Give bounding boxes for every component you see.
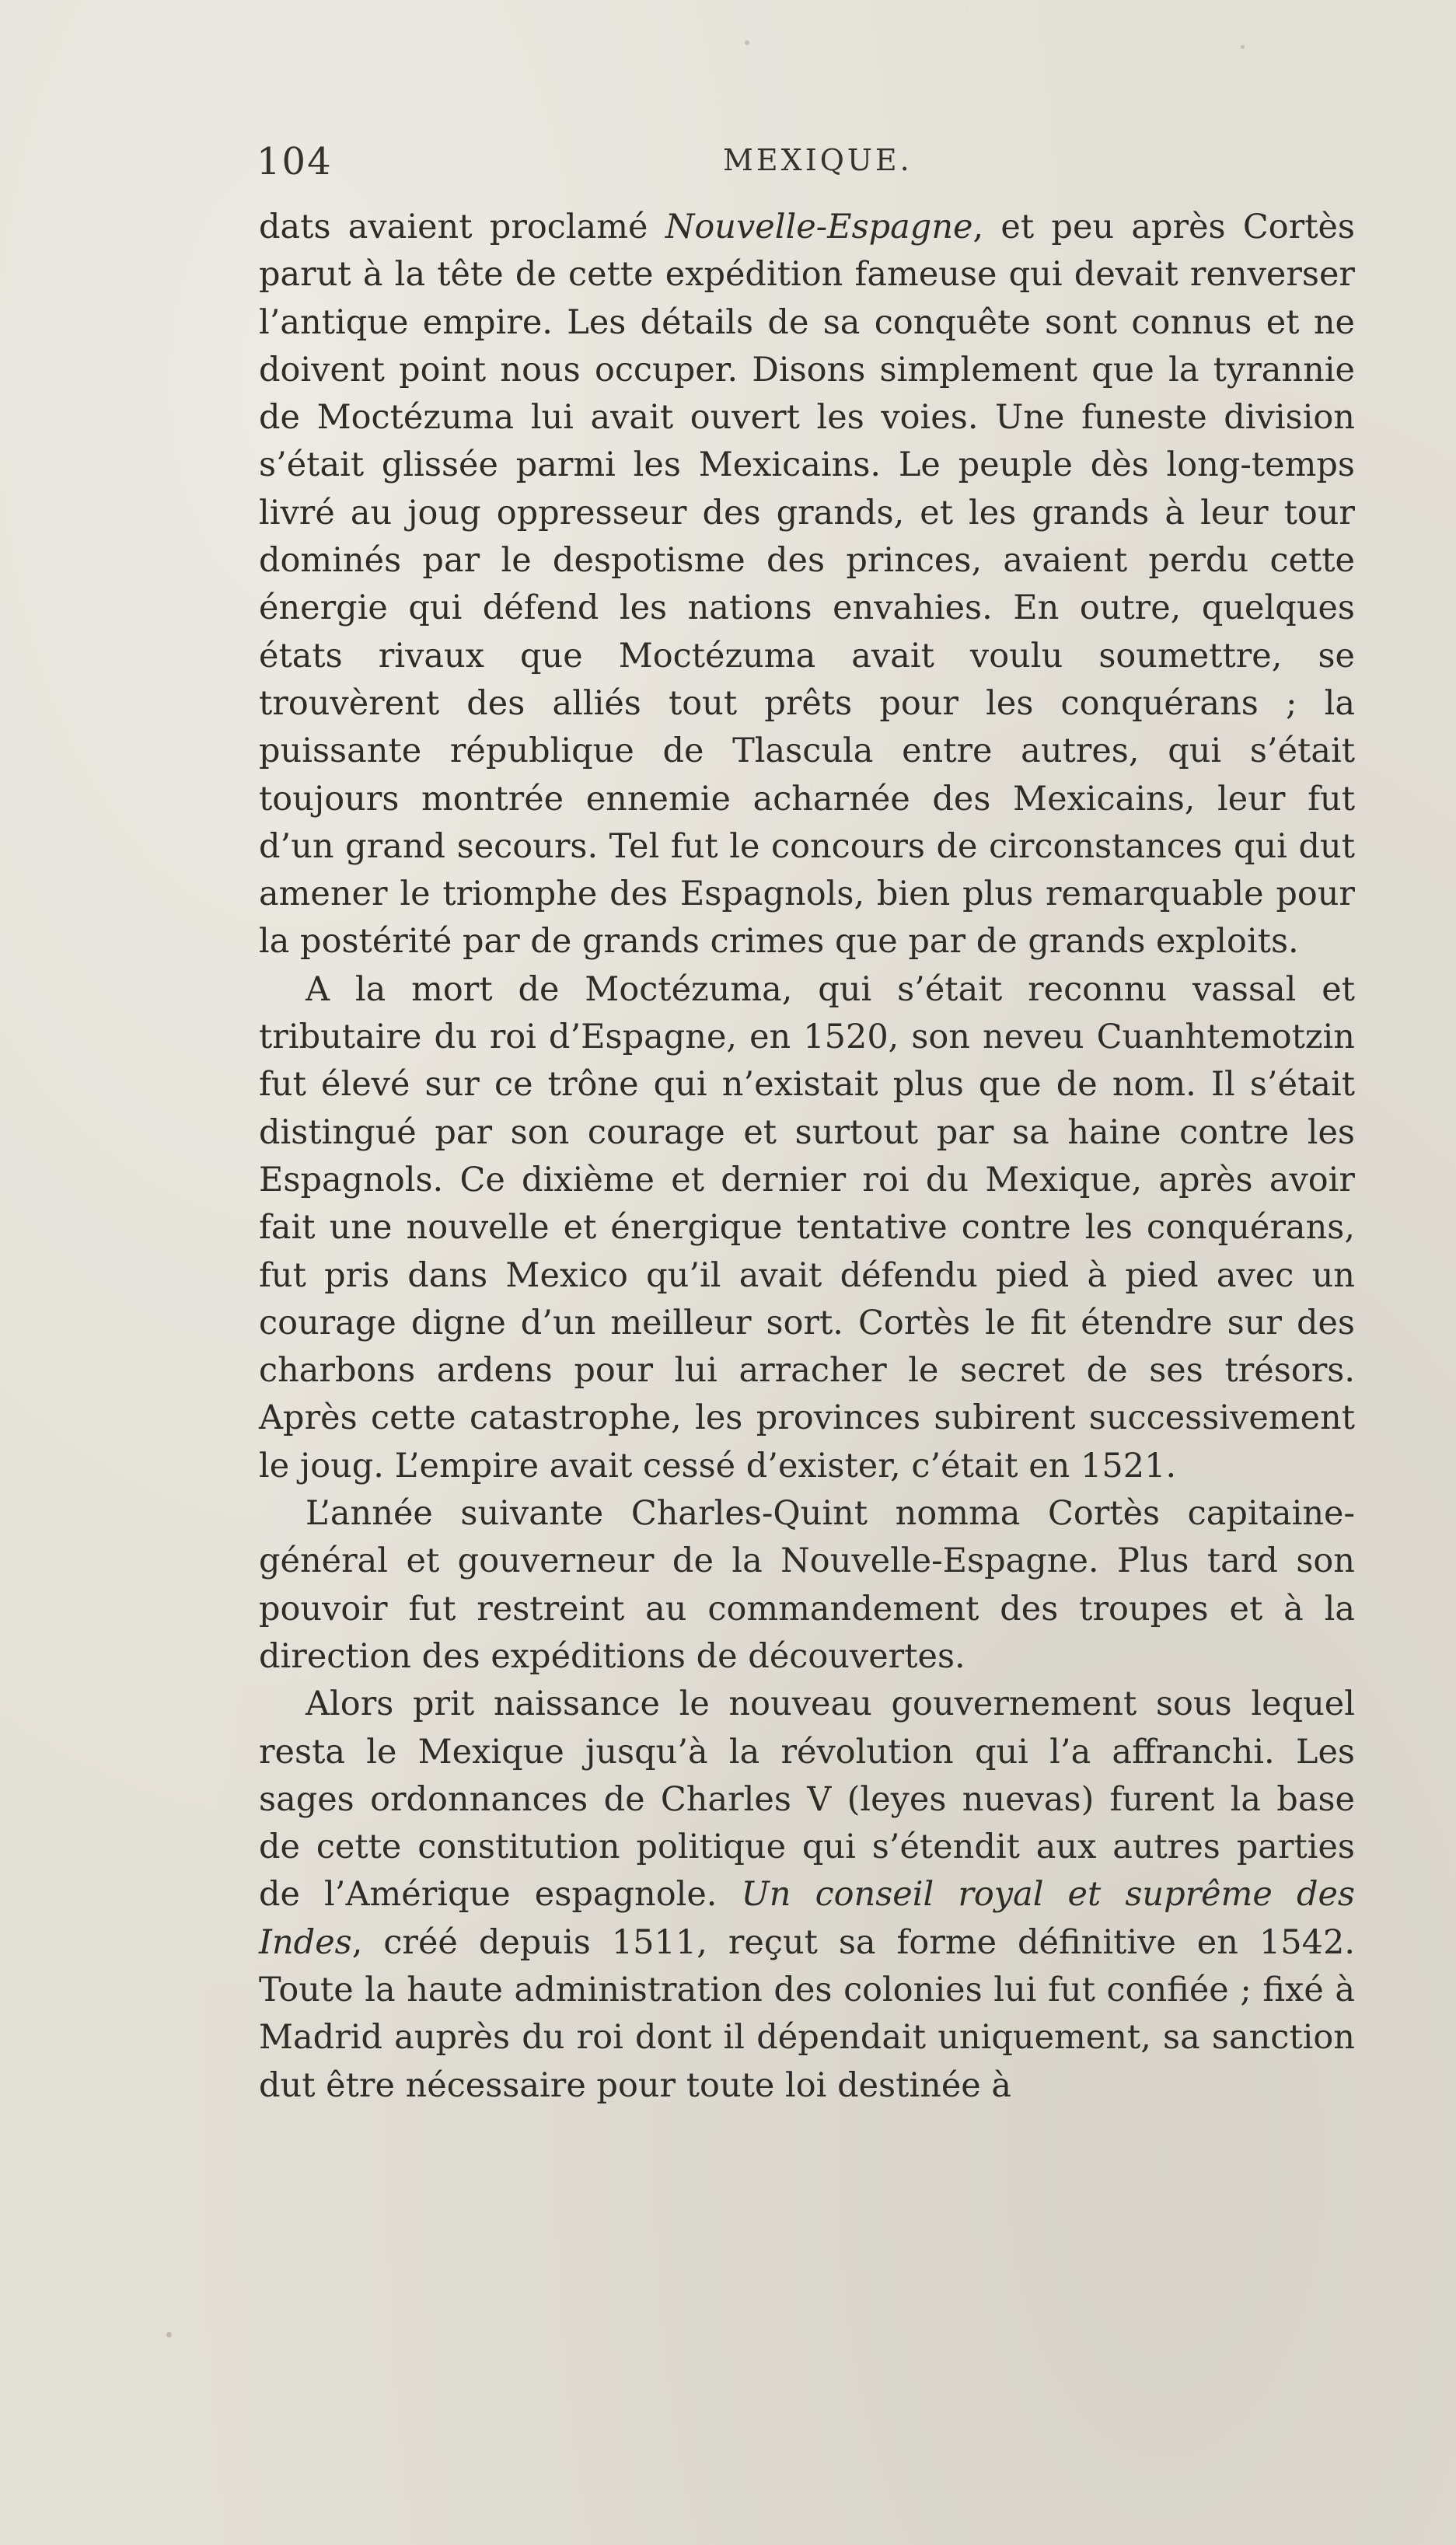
body-text [259,204,1355,2110]
italic-text: Nouvelle-Espagne [665,208,973,246]
italic-text: Un conseil royal et suprême des Indes [259,1875,1355,1962]
paragraph-2 [259,966,1355,1490]
running-head: MEXIQUE. [723,143,913,177]
text-run: , et peu après Cortès parut à la tête de cette expédition fameuse qui devait renverser l’antique empire. Les détails de sa conquête sont connus et ne doivent point nous occuper. Disons simplement que la tyrannie de Moctézuma lui avait ouvert les voies. Une funeste division s’était glissée parmi les Mexicains. Le peuple dès long-temps livré au joug oppresseur des grands, et les grands à leur tour dominés par le despotisme des princes, avaient perdu cette énergie qui défend les nations envahies. En outre, quelques états rivaux que Moctézuma avait voulu soumettre, se trouvèrent des alliés tout prêts pour les conquérans ; la puissante république de Tlascula entre autres, qui s’était toujours montrée ennemie acharnée des Mexicains, leur fut d’un grand secours. Tel fut le concours de circonstances qui dut amener le triomphe des Espagnols, bien plus remarquable pour la postérité par de grands crimes que par de grands exploits. [259,208,1356,962]
text-run: dats avaient proclamé [259,208,665,246]
paragraph-3 [259,1490,1355,1681]
page-number: 104 [257,140,333,183]
paper-spot [1241,45,1245,49]
paper-spot [745,40,749,45]
paragraph-1 [259,204,1355,966]
paper-spot [166,2332,172,2337]
text-run: A la mort de Moctézuma, qui s’était reconnu vassal et tributaire du roi d’Espagne, en 1520, son neveu Cuanhtemotzin fut élevé sur ce trône qui n’existait plus que de nom. Il s’était distingué par son courage et surtout par sa haine contre les Espagnols. Ce dixième et dernier roi du Mexique, après avoir fait une nouvelle et énergique tentative contre les conquérans, fut pris dans Mexico qu’il avait défendu pied à pied avec un courage digne d’un meilleur sort. Cortès le fit étendre sur des charbons ardens pour lui arracher le secret de ses trésors. Après cette catastrophe, les provinces subirent successivement le joug. L’empire avait cessé d’exister, c’était en 1521. [259,969,1355,1485]
text-run: Alors prit naissance le nouveau gouvernement sous lequel resta le Mexique jusqu’à la révolution qui l’a affranchi. Les sages ordonnances de Charles V (leyes nuevas) furent la base de cette constitution politique qui s’étendit aux autres parties de l’Amérique espagnole. [259,1684,1355,1915]
text-run: L’année suivante Charles-Quint nomma Cortès capitaine-général et gouverneur de la Nouvelle-Espagne. Plus tard son pouvoir fut restreint au commandement des troupes et à la direction des expéditions de découvertes. [259,1494,1355,1676]
paragraph-4 [259,1681,1355,2110]
page-header [257,140,1314,187]
text-run: , créé depuis 1511, reçut sa forme définitive en 1542. Toute la haute administration des colonies lui fut confiée ; fixé à Madrid auprès du roi dont il dépendait uniquement, sa sanction dut être nécessaire pour toute loi destinée à [259,1922,1355,2105]
